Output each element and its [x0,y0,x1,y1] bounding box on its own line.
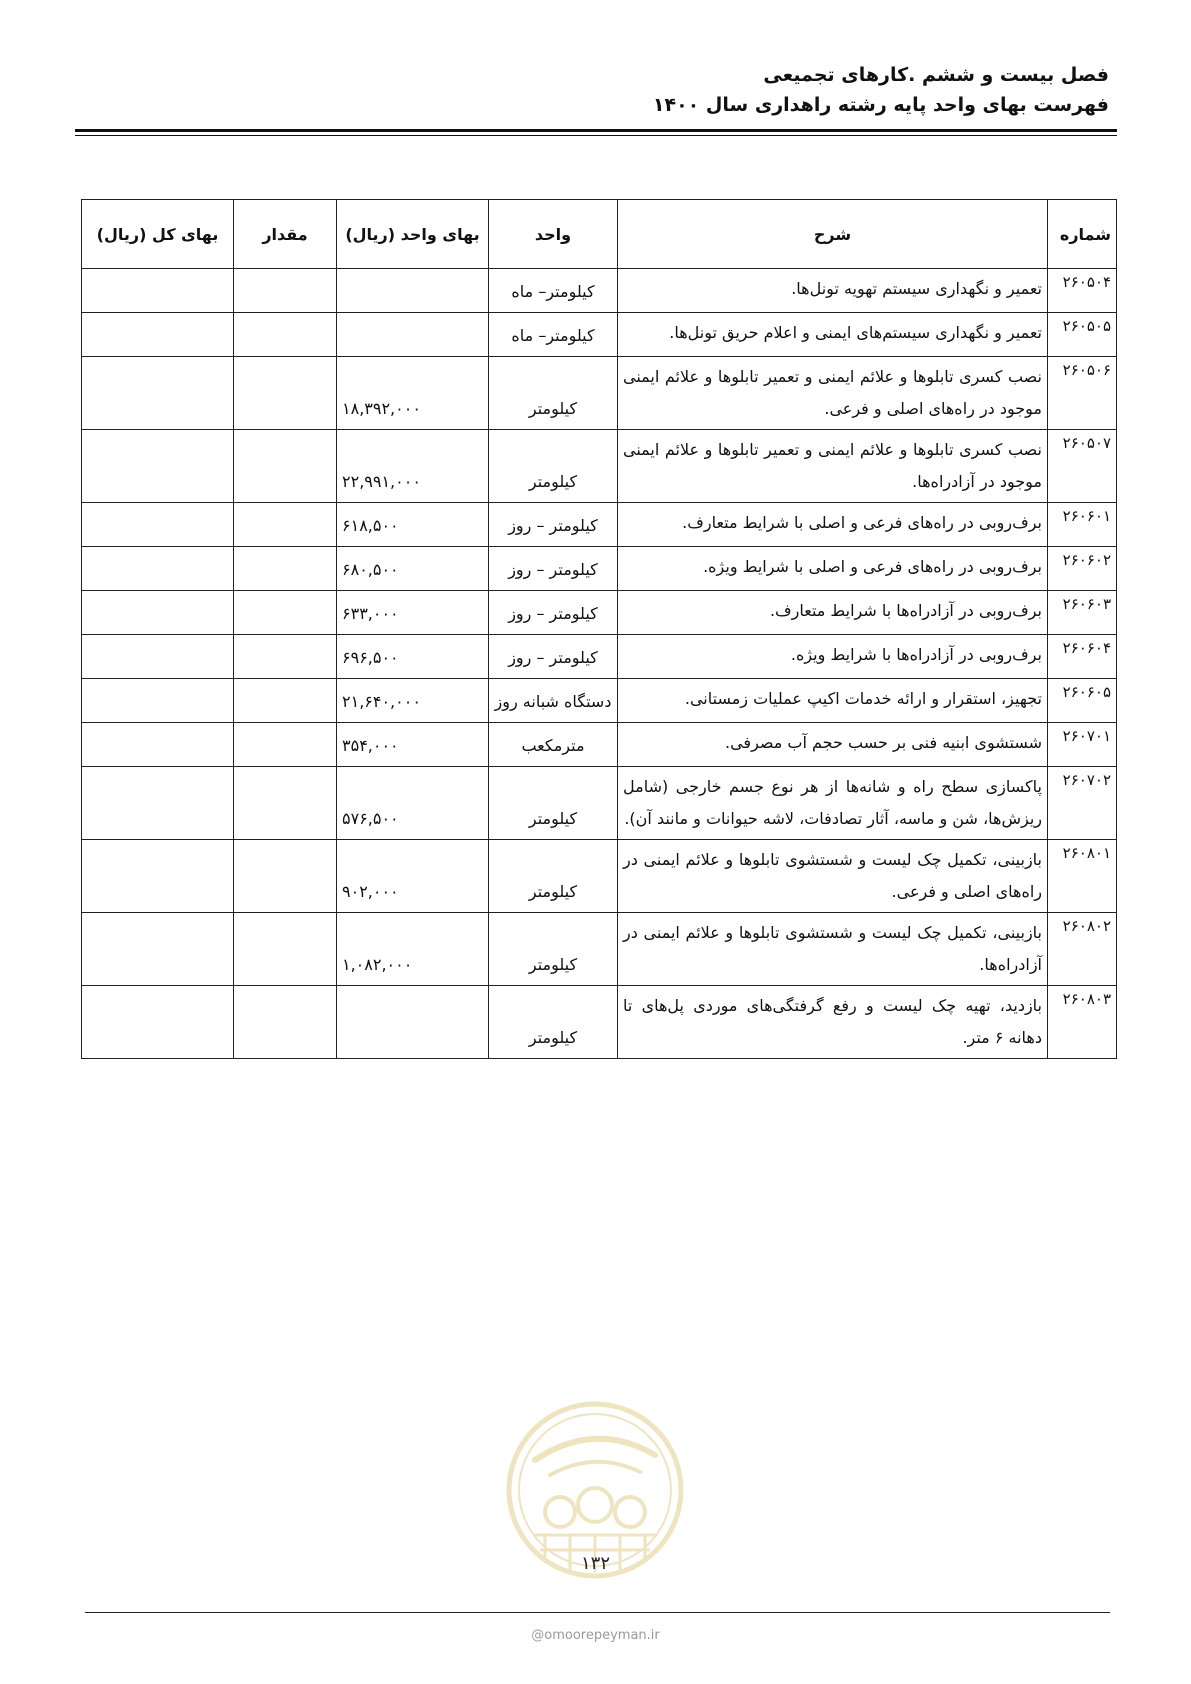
row-description: بازبینی، تکمیل چک لیست و شستشوی تابلوها و علائم ایمنی در آزادراه‌ها. [618,913,1048,986]
row-total [82,503,234,547]
row-quantity [234,313,337,357]
row-description: پاکسازی سطح راه و شانه‌ها از هر نوع جسم خارجی (شامل ریزش‌ها، شن و ماسه، آثار تصادفات، لاشه حیوانات و مانند آن). [618,767,1048,840]
row-description: نصب کسری تابلوها و علائم ایمنی و تعمیر تابلوها و علائم ایمنی موجود در راه‌های اصلی و فرعی. [618,357,1048,430]
row-description: تعمیر و نگهداری سیستم تهویه تونل‌ها. [618,269,1048,313]
table-row [82,723,1117,767]
row-quantity [234,767,337,840]
footer-site-link[interactable]: @omoorepeyman.ir [531,1628,660,1643]
row-total [82,313,234,357]
page-number: ۱۳۲ [580,1553,610,1574]
row-description: برف‌روبی در راه‌های فرعی و اصلی با شرایط متعارف. [618,503,1048,547]
table-row [82,913,1117,986]
row-unit: کیلومتر – روز [489,547,618,591]
table-row [82,503,1117,547]
row-unit: کیلومتر [489,913,618,986]
table-row [82,679,1117,723]
row-unit-price: ۶۹۶,۵۰۰ [337,635,489,679]
row-description: برف‌روبی در راه‌های فرعی و اصلی با شرایط ویژه. [618,547,1048,591]
table-row [82,357,1117,430]
price-table [81,199,1117,1059]
table-row [82,547,1117,591]
price-list-title: فهرست بهای واحد پایه رشته راهداری سال ۱۴۰۰ [652,94,1109,116]
header-unit: واحد [489,200,618,269]
row-number: ۲۶۰۸۰۲ [1048,913,1117,986]
row-description: برف‌روبی در آزادراه‌ها با شرایط ویژه. [618,635,1048,679]
table-row [82,430,1117,503]
row-unit-price [337,313,489,357]
row-number: ۲۶۰۵۰۴ [1048,269,1117,313]
row-total [82,269,234,313]
row-unit: کیلومتر – روز [489,503,618,547]
row-total [82,767,234,840]
row-unit-price: ۱,۰۸۲,۰۰۰ [337,913,489,986]
row-quantity [234,679,337,723]
row-unit: کیلومتر [489,357,618,430]
row-quantity [234,503,337,547]
row-number: ۲۶۰۵۰۶ [1048,357,1117,430]
row-unit: کیلومتر [489,430,618,503]
table-row [82,635,1117,679]
table-row [82,840,1117,913]
row-unit: کیلومتر – روز [489,591,618,635]
row-unit-price [337,986,489,1059]
header-rule-thin [75,135,1117,136]
row-number: ۲۶۰۷۰۲ [1048,767,1117,840]
row-total [82,913,234,986]
row-quantity [234,913,337,986]
row-number: ۲۶۰۶۰۲ [1048,547,1117,591]
row-description: تعمیر و نگهداری سیستم‌های ایمنی و اعلام حریق تونل‌ها. [618,313,1048,357]
row-unit: کیلومتر– ماه [489,269,618,313]
row-number: ۲۶۰۵۰۵ [1048,313,1117,357]
row-total [82,986,234,1059]
row-description: تجهیز، استقرار و ارائه خدمات اکیپ عملیات زمستانی. [618,679,1048,723]
header-total: بهای کل (ریال) [82,200,234,269]
row-unit: کیلومتر [489,986,618,1059]
row-number: ۲۶۰۶۰۵ [1048,679,1117,723]
header-unit-price: بهای واحد (ریال) [337,200,489,269]
row-quantity [234,723,337,767]
row-quantity [234,357,337,430]
table-row [82,986,1117,1059]
header-number: شماره [1048,200,1117,269]
table-row [82,269,1117,313]
row-number: ۲۶۰۶۰۴ [1048,635,1117,679]
row-total [82,723,234,767]
row-total [82,840,234,913]
row-unit: دستگاه شبانه روز [489,679,618,723]
chapter-title: فصل بیست و ششم .کارهای تجمیعی [763,64,1109,86]
row-description: برف‌روبی در آزادراه‌ها با شرایط متعارف. [618,591,1048,635]
row-total [82,357,234,430]
row-total [82,679,234,723]
row-unit-price: ۹۰۲,۰۰۰ [337,840,489,913]
row-quantity [234,591,337,635]
table-header-row [82,200,1117,269]
page-header [653,60,1109,120]
footer-rule [85,1612,1110,1613]
row-unit-price: ۵۷۶,۵۰۰ [337,767,489,840]
row-unit-price: ۶۳۳,۰۰۰ [337,591,489,635]
row-number: ۲۶۰۷۰۱ [1048,723,1117,767]
row-total [82,635,234,679]
row-quantity [234,430,337,503]
row-unit: کیلومتر [489,840,618,913]
row-unit-price: ۶۱۸,۵۰۰ [337,503,489,547]
header-description: شرح [618,200,1048,269]
row-number: ۲۶۰۸۰۳ [1048,986,1117,1059]
row-number: ۲۶۰۶۰۱ [1048,503,1117,547]
row-total [82,591,234,635]
row-unit: کیلومتر– ماه [489,313,618,357]
row-quantity [234,840,337,913]
row-unit-price: ۳۵۴,۰۰۰ [337,723,489,767]
row-unit-price: ۱۸,۳۹۲,۰۰۰ [337,357,489,430]
table-row [82,767,1117,840]
row-number: ۲۶۰۸۰۱ [1048,840,1117,913]
header-rule-thick [75,129,1117,132]
row-unit-price: ۲۱,۶۴۰,۰۰۰ [337,679,489,723]
row-description: بازدید، تهیه چک لیست و رفع گرفتگی‌های موردی پل‌های تا دهانه ۶ متر. [618,986,1048,1059]
row-total [82,547,234,591]
table-row [82,313,1117,357]
row-description: بازبینی، تکمیل چک لیست و شستشوی تابلوها و علائم ایمنی در راه‌های اصلی و فرعی. [618,840,1048,913]
row-total [82,430,234,503]
row-quantity [234,986,337,1059]
row-quantity [234,547,337,591]
row-number: ۲۶۰۵۰۷ [1048,430,1117,503]
header-quantity: مقدار [234,200,337,269]
row-unit-price [337,269,489,313]
row-quantity [234,269,337,313]
row-unit: مترمکعب [489,723,618,767]
row-description: نصب کسری تابلوها و علائم ایمنی و تعمیر تابلوها و علائم ایمنی موجود در آزادراه‌ها. [618,430,1048,503]
table-row [82,591,1117,635]
row-unit-price: ۶۸۰,۵۰۰ [337,547,489,591]
row-unit-price: ۲۲,۹۹۱,۰۰۰ [337,430,489,503]
row-unit: کیلومتر – روز [489,635,618,679]
row-description: شستشوی ابنیه فنی بر حسب حجم آب مصرفی. [618,723,1048,767]
row-quantity [234,635,337,679]
row-number: ۲۶۰۶۰۳ [1048,591,1117,635]
row-unit: کیلومتر [489,767,618,840]
